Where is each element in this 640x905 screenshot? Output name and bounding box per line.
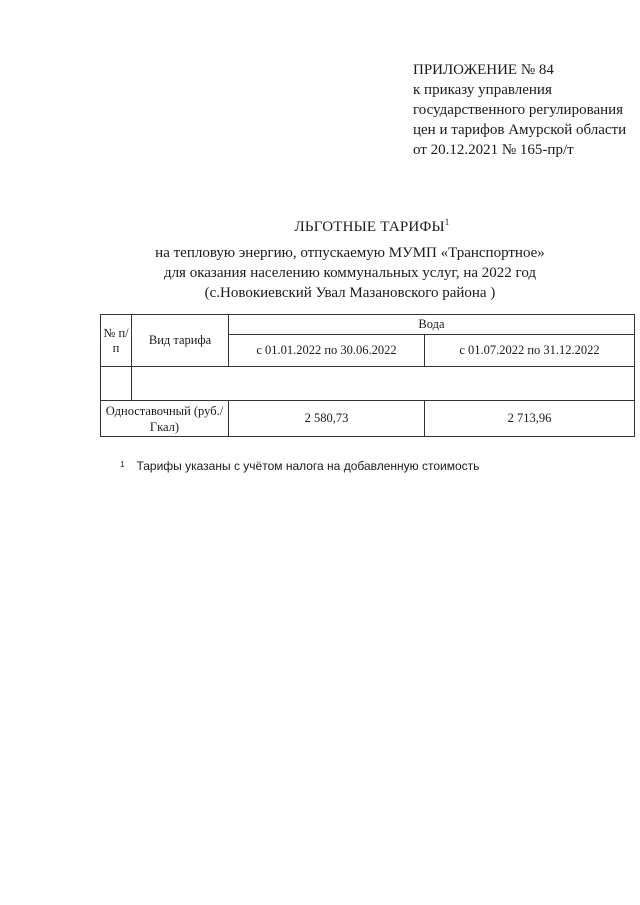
empty-num-cell [101, 367, 132, 401]
header-group-text: Вода [418, 317, 445, 331]
row-kind-cell [101, 401, 229, 437]
value1-text: 2 580,73 [304, 411, 349, 425]
appendix-order-date: от 20.12.2021 № 165-пр/т [413, 142, 574, 158]
period2-cell [425, 335, 635, 367]
header-num-cell [101, 315, 132, 367]
footnote-mark: 1 [120, 460, 125, 469]
appendix-line: к приказу управления [413, 82, 552, 98]
document-title-text: ЛЬГОТНЫЕ ТАРИФЫ [294, 219, 445, 235]
table-header-row [101, 315, 635, 335]
table-row [101, 401, 635, 437]
value2-cell [425, 401, 635, 437]
period1-cell [229, 335, 425, 367]
subtitle-line: для оказания населению коммунальных услуг, на 2022 год [163, 265, 537, 281]
appendix-line: государственного регулирования [413, 102, 624, 118]
document-subtitle [120, 243, 580, 303]
empty-span-cell [132, 367, 635, 401]
tariff-table [100, 314, 635, 437]
header-group-cell [229, 315, 635, 335]
appendix-header [413, 60, 626, 160]
footnote [120, 459, 479, 473]
header-num-text: № п/п [103, 325, 129, 355]
row-kind-text: Одноставочный (руб./Гкал) [105, 403, 224, 434]
subtitle-line: на тепловую энергию, отпускаемую МУМП «Транспортное» [155, 245, 545, 261]
value2-text: 2 713,96 [507, 411, 552, 425]
table-empty-row [101, 367, 635, 401]
value1-cell [229, 401, 425, 437]
document-title [0, 217, 640, 236]
header-kind-text: Вид тарифа [148, 333, 212, 347]
appendix-title: ПРИЛОЖЕНИЕ № 84 [413, 62, 554, 78]
period2-text: с 01.07.2022 по 31.12.2022 [459, 343, 600, 357]
title-footnote-mark: 1 [444, 217, 450, 227]
period1-text: с 01.01.2022 по 30.06.2022 [256, 343, 397, 357]
subtitle-location: (с.Новокиевский Увал Мазановского района ) [204, 285, 496, 301]
header-kind-cell [132, 315, 229, 367]
footnote-text: Тарифы указаны с учётом налога на добавленную стоимость [136, 459, 480, 473]
appendix-line: цен и тарифов Амурской области [413, 122, 627, 138]
